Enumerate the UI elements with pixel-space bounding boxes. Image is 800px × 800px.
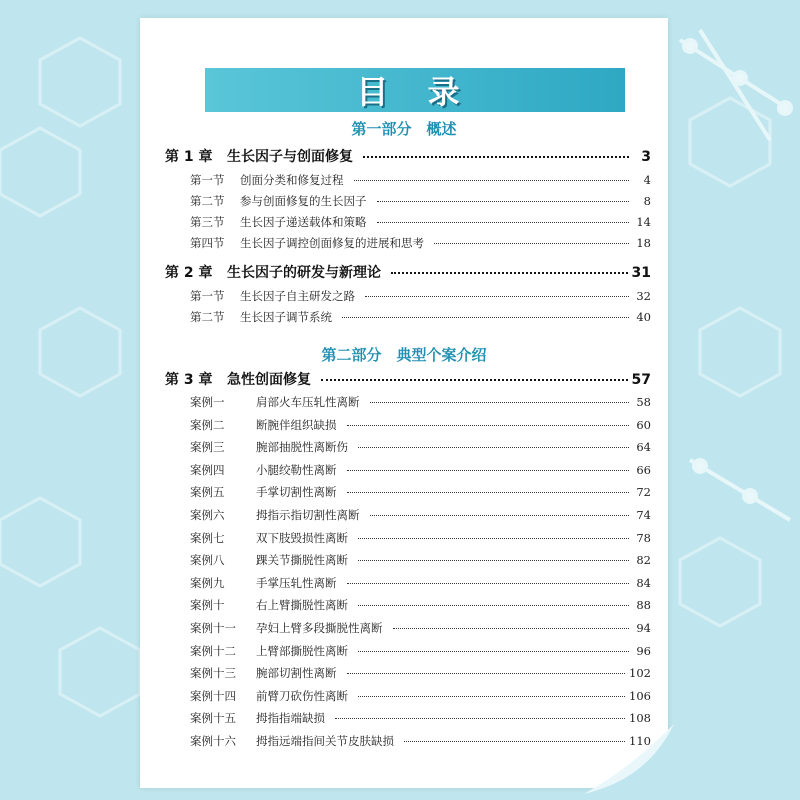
toc-case[interactable] (190, 417, 651, 433)
toc-section[interactable] (190, 288, 651, 304)
case-number: 案例十四 (190, 688, 236, 703)
section-number: 第四节 (190, 236, 225, 250)
leader-dots (358, 538, 629, 539)
case-number: 案例四 (190, 462, 225, 477)
case-number: 案例七 (190, 530, 225, 545)
leader-dots (347, 492, 630, 493)
case-title: 双下肢毁损性离断 (256, 530, 348, 545)
section-page: 18 (636, 236, 651, 250)
case-number: 案例十五 (190, 711, 236, 726)
leader-dots (434, 243, 629, 244)
section-title: 参与创面修复的生长因子 (240, 194, 367, 208)
case-page: 60 (636, 417, 651, 432)
leader-dots (347, 673, 626, 674)
section-page: 40 (636, 310, 651, 324)
toc-case[interactable] (190, 552, 651, 568)
case-number: 案例五 (190, 485, 225, 500)
toc-case[interactable] (190, 394, 651, 410)
section-number: 第三节 (190, 215, 225, 229)
part-heading-1: 第一部分 概述 (351, 120, 457, 138)
toc-section[interactable] (190, 309, 651, 325)
toc-chapter-1[interactable] (165, 146, 651, 166)
leader-dots (358, 696, 625, 697)
leader-dots (377, 222, 630, 223)
case-page: 84 (636, 575, 651, 590)
case-page: 102 (629, 666, 651, 681)
section-page: 32 (636, 289, 651, 303)
leader-dots (347, 425, 630, 426)
chapter-page: 31 (631, 265, 651, 281)
page-curl (584, 724, 674, 794)
toc-case[interactable] (190, 710, 651, 726)
leader-dots (393, 628, 630, 629)
case-title: 拇指远端指间关节皮肤缺损 (256, 734, 394, 748)
leader-dots (358, 605, 629, 606)
toc-title-banner (205, 68, 625, 112)
toc-chapter-3[interactable] (165, 369, 651, 389)
leader-dots (358, 447, 629, 448)
case-page: 108 (629, 711, 651, 726)
case-title: 肩部火车压轧性离断 (256, 395, 360, 409)
leader-dots (321, 379, 628, 381)
case-number: 案例一 (190, 395, 225, 409)
toc-case[interactable] (190, 530, 651, 546)
case-title: 拇指指端缺损 (256, 711, 325, 726)
chapter-title: 急性创面修复 (227, 372, 311, 388)
section-title: 生长因子调控创面修复的进展和思考 (240, 236, 424, 250)
leader-dots (365, 296, 629, 297)
leader-dots (354, 180, 630, 181)
leader-dots (370, 402, 630, 403)
case-number: 案例九 (190, 575, 225, 590)
case-page: 66 (636, 462, 651, 477)
chapter-title: 生长因子的研发与新理论 (227, 265, 381, 281)
case-number: 案例十六 (190, 734, 236, 748)
section-title: 生长因子递送载体和策略 (240, 215, 367, 229)
toc-section[interactable] (190, 214, 651, 230)
case-title: 手掌压轧性离断 (256, 575, 337, 590)
leader-dots (347, 583, 630, 584)
section-number: 第一节 (190, 173, 225, 187)
case-title: 孕妇上臂多段撕脱性离断 (256, 621, 383, 635)
section-title: 生长因子调节系统 (240, 310, 332, 324)
toc-case[interactable] (190, 484, 651, 500)
toc-case[interactable] (190, 665, 651, 681)
case-page: 82 (636, 553, 651, 568)
chapter-number: 第 1 章 (165, 149, 213, 165)
case-title: 手掌切割性离断 (256, 485, 337, 500)
leader-dots (335, 718, 625, 719)
case-number: 案例六 (190, 508, 225, 522)
toc-case[interactable] (190, 620, 651, 636)
toc-title: 目 录 (356, 73, 474, 111)
section-number: 第二节 (190, 194, 225, 208)
case-page: 96 (636, 643, 651, 658)
case-title: 小腿绞勒性离断 (256, 462, 337, 477)
case-title: 前臂刀砍伤性离断 (256, 688, 348, 703)
case-number: 案例十 (190, 598, 225, 613)
toc-section[interactable] (190, 172, 651, 188)
chapter-page: 3 (641, 149, 651, 165)
section-title: 创面分类和修复过程 (240, 173, 344, 187)
case-title: 踝关节撕脱性离断 (256, 553, 348, 568)
toc-case[interactable] (190, 507, 651, 523)
case-number: 案例十一 (190, 621, 236, 635)
leader-dots (347, 470, 630, 471)
section-number: 第二节 (190, 310, 225, 324)
case-title: 腕部抽脱性离断伤 (256, 440, 348, 455)
case-page: 110 (629, 734, 651, 748)
case-number: 案例十二 (190, 643, 236, 658)
leader-dots (377, 201, 630, 202)
section-number: 第一节 (190, 289, 225, 303)
leader-dots (358, 560, 629, 561)
toc-case[interactable] (190, 597, 651, 613)
section-title: 生长因子自主研发之路 (240, 289, 355, 303)
toc-section[interactable] (190, 235, 651, 251)
case-page: 74 (636, 508, 651, 522)
case-title: 断腕伴组织缺损 (256, 417, 337, 432)
case-title: 拇指示指切割性离断 (256, 508, 360, 522)
case-number: 案例八 (190, 553, 225, 568)
section-page: 14 (636, 215, 651, 229)
leader-dots (391, 272, 628, 274)
case-title: 上臂部撕脱性离断 (256, 643, 348, 658)
case-page: 78 (636, 530, 651, 545)
toc-case[interactable] (190, 462, 651, 478)
leader-dots (370, 515, 630, 516)
leader-dots (342, 317, 629, 318)
leader-dots (358, 651, 629, 652)
case-page: 106 (629, 688, 651, 703)
case-number: 案例二 (190, 417, 225, 432)
case-title: 右上臂撕脱性离断 (256, 598, 348, 613)
toc-case[interactable] (190, 439, 651, 455)
toc-case[interactable] (190, 733, 651, 749)
chapter-number: 第 3 章 (165, 372, 213, 388)
case-title: 腕部切割性离断 (256, 666, 337, 681)
case-page: 64 (636, 440, 651, 455)
toc-section[interactable] (190, 193, 651, 209)
part-heading-2: 第二部分 典型个案介绍 (321, 346, 487, 364)
case-page: 94 (636, 621, 651, 635)
toc-case[interactable] (190, 643, 651, 659)
toc-chapter-2[interactable] (165, 262, 651, 282)
section-page: 4 (643, 173, 651, 187)
section-page: 8 (643, 194, 651, 208)
toc-case[interactable] (190, 575, 651, 591)
case-page: 72 (636, 485, 651, 500)
chapter-title: 生长因子与创面修复 (227, 149, 353, 165)
toc-case[interactable] (190, 688, 651, 704)
leader-dots (363, 156, 629, 158)
case-page: 58 (636, 395, 651, 409)
chapter-number: 第 2 章 (165, 265, 213, 281)
toc-page (140, 18, 668, 788)
case-page: 88 (636, 598, 651, 613)
case-number: 案例十三 (190, 666, 236, 681)
case-number: 案例三 (190, 440, 225, 455)
chapter-page: 57 (631, 372, 651, 388)
